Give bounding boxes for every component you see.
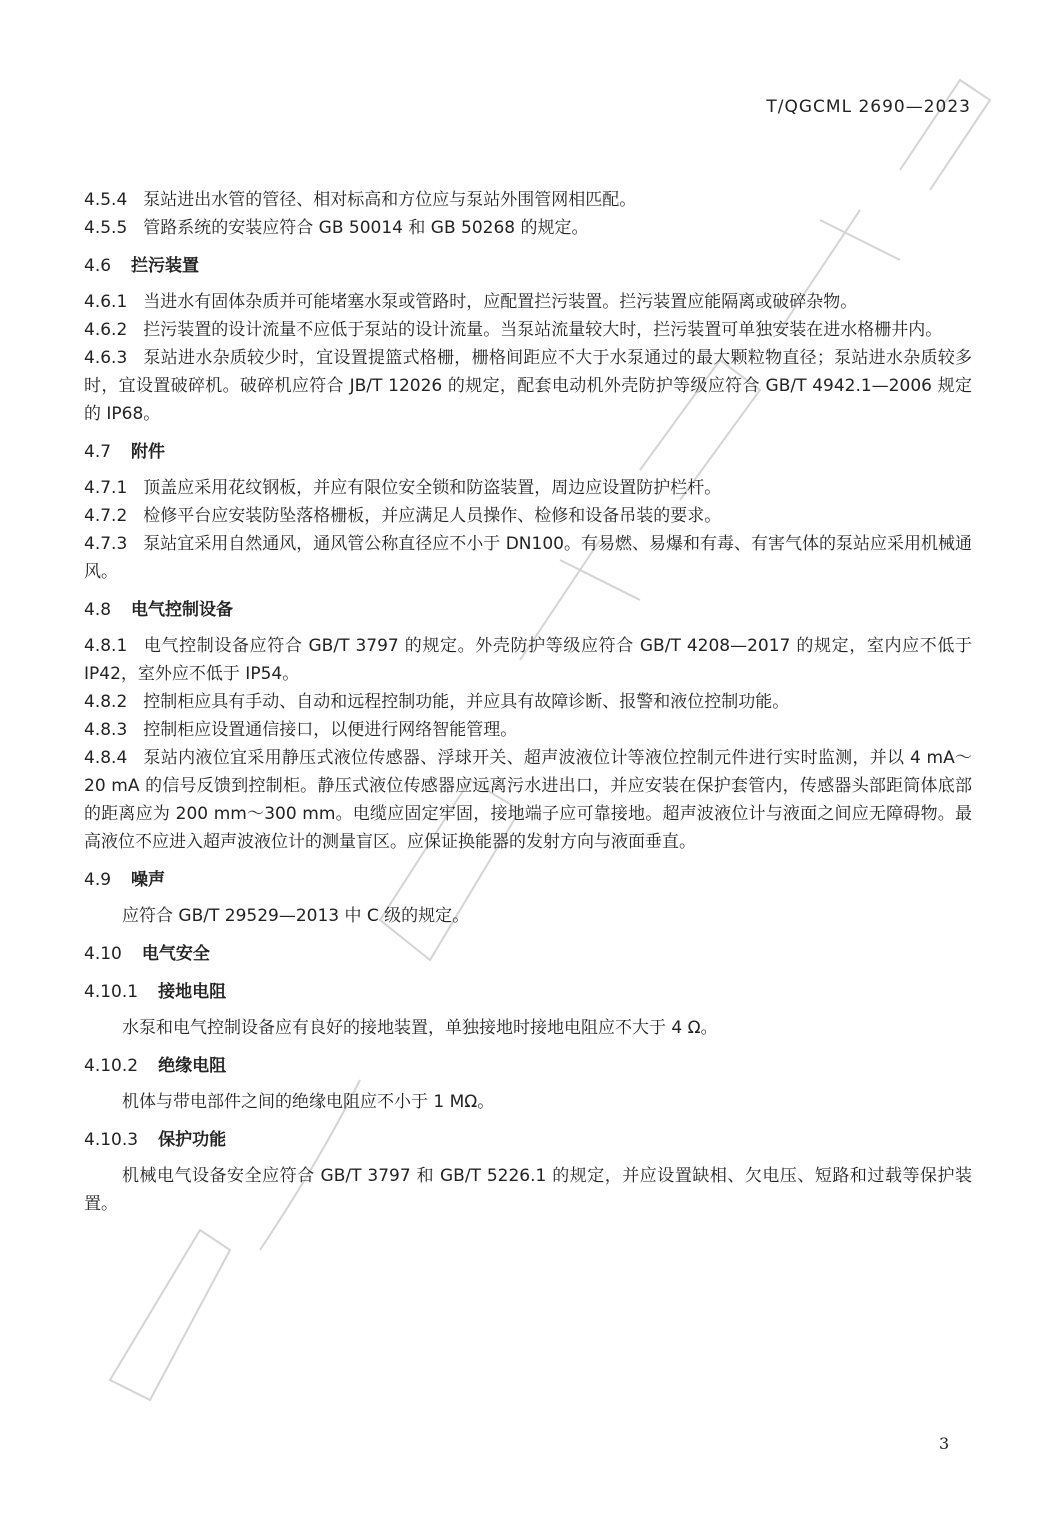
clause-text: 管路系统的安装应符合 GB 50014 和 GB 50268 的规定。 <box>143 218 589 238</box>
clause-number: 4.5.4 <box>84 190 128 210</box>
subsection-heading-4-10-3 <box>84 1126 972 1154</box>
subsection-title: 接地电阻 <box>158 982 227 1002</box>
clause-text: 当进水有固体杂质并可能堵塞水泵或管路时，应配置拦污装置。拦污装置应能隔离或破碎杂物。 <box>143 292 858 312</box>
subsection-heading-4-10-1 <box>84 978 972 1006</box>
subsection-title: 绝缘电阻 <box>158 1056 227 1076</box>
page-number: 3 <box>939 1434 950 1453</box>
section-heading-4-8 <box>84 596 972 624</box>
section-heading-4-7 <box>84 438 972 466</box>
section-title: 电气控制设备 <box>131 600 234 620</box>
clause-4-7-1 <box>84 474 972 502</box>
section-number: 4.8 <box>84 600 112 620</box>
clause-4-8-4 <box>84 744 972 856</box>
section-heading-4-6 <box>84 252 972 280</box>
clause-text: 顶盖应采用花纹钢板，并应有限位安全锁和防盗装置，周边应设置防护栏杆。 <box>143 478 722 498</box>
section-number: 4.7 <box>84 442 112 462</box>
section-number: 4.9 <box>84 870 112 890</box>
clause-4-7-2 <box>84 502 972 530</box>
subsection-heading-4-10-2 <box>84 1052 972 1080</box>
standard-code: T/QGCML 2690—2023 <box>766 97 971 117</box>
clause-text: 拦污装置的设计流量不应低于泵站的设计流量。当泵站流量较大时，拦污装置可单独安装在进水格栅井内。 <box>143 320 943 340</box>
clause-4-8-2 <box>84 688 972 716</box>
clause-number: 4.5.5 <box>84 218 128 238</box>
clause-number: 4.7.1 <box>84 478 128 498</box>
section-title: 附件 <box>131 442 166 462</box>
subsection-4-10-3-text: 机械电气设备安全应符合 GB/T 3797 和 GB/T 5226.1 的规定，并应设置缺相、欠电压、短路和过载等保护装置。 <box>84 1166 972 1214</box>
section-4-9-text: 应符合 GB/T 29529—2013 中 C 级的规定。 <box>122 906 470 926</box>
clause-number: 4.6.2 <box>84 320 128 340</box>
clause-number: 4.8.2 <box>84 692 128 712</box>
clause-number: 4.8.3 <box>84 720 128 740</box>
section-title: 电气安全 <box>141 944 210 964</box>
clause-number: 4.8.4 <box>84 748 128 768</box>
clause-4-6-1 <box>84 288 972 316</box>
subsection-number: 4.10.2 <box>84 1056 139 1076</box>
section-number: 4.6 <box>84 256 112 276</box>
clause-text: 检修平台应安装防坠落格栅板，并应满足人员操作、检修和设备吊装的要求。 <box>143 506 722 526</box>
clause-number: 4.7.3 <box>84 534 128 554</box>
clause-text: 泵站内液位宜采用静压式液位传感器、浮球开关、超声波液位计等液位控制元件进行实时监测，并以 4 mA～20 mA 的信号反馈到控制柜。静压式液位传感器应远离污水进出口，并应安装在保护套管内，传感器头部距筒体底部的距离应为 200 mm～300 mm。电缆应固定牢固，接地端子应可靠接地。超声波液位计与液面之间应无障碍物。最高液位不应进入超声波液位计的测量盲区。应保证换能器的发射方向与液面垂直。 <box>84 748 972 852</box>
clause-4-6-3 <box>84 344 972 428</box>
subsection-number: 4.10.1 <box>84 982 139 1002</box>
section-heading-4-10 <box>84 940 972 968</box>
subsection-4-10-2-text: 机体与带电部件之间的绝缘电阻应不小于 1 MΩ。 <box>122 1092 495 1112</box>
clause-4-8-3 <box>84 716 972 744</box>
clause-text: 泵站进水杂质较少时，宜设置提篮式格栅，栅格间距应不大于水泵通过的最大颗粒物直径；泵站进水杂质较多时，宜设置破碎机。破碎机应符合 JB/T 12026 的规定，配套电动机外壳防护等级应符合 GB/T 4942.1—2006 规定的 IP68。 <box>84 348 972 424</box>
clause-4-7-3 <box>84 530 972 586</box>
clause-text: 控制柜应具有手动、自动和远程控制功能，并应具有故障诊断、报警和液位控制功能。 <box>143 692 790 712</box>
clause-number: 4.6.1 <box>84 292 128 312</box>
clause-4-6-2 <box>84 316 972 344</box>
clause-number: 4.7.2 <box>84 506 128 526</box>
subsection-4-10-1-text: 水泵和电气控制设备应有良好的接地装置，单独接地时接地电阻应不大于 4 Ω。 <box>122 1018 718 1038</box>
clause-text: 控制柜应设置通信接口，以便进行网络智能管理。 <box>143 720 518 740</box>
section-title: 噪声 <box>131 870 166 890</box>
section-number: 4.10 <box>84 944 122 964</box>
subsection-title: 保护功能 <box>158 1130 227 1150</box>
clause-number: 4.6.3 <box>84 348 128 368</box>
clause-text: 泵站宜采用自然通风，通风管公称直径应不小于 DN100。有易燃、易爆和有毒、有害气体的泵站应采用机械通风。 <box>84 534 972 582</box>
section-heading-4-9 <box>84 866 972 894</box>
document-body <box>84 186 972 1218</box>
clause-text: 泵站进出水管的管径、相对标高和方位应与泵站外围管网相匹配。 <box>143 190 637 210</box>
clause-4-5-4 <box>84 186 972 214</box>
clause-number: 4.8.1 <box>84 636 128 656</box>
clause-4-5-5 <box>84 214 972 242</box>
section-title: 拦污装置 <box>131 256 200 276</box>
subsection-number: 4.10.3 <box>84 1130 139 1150</box>
clause-4-8-1 <box>84 632 972 688</box>
clause-text: 电气控制设备应符合 GB/T 3797 的规定。外壳防护等级应符合 GB/T 4208—2017 的规定，室内应不低于 IP42，室外应不低于 IP54。 <box>84 636 972 684</box>
